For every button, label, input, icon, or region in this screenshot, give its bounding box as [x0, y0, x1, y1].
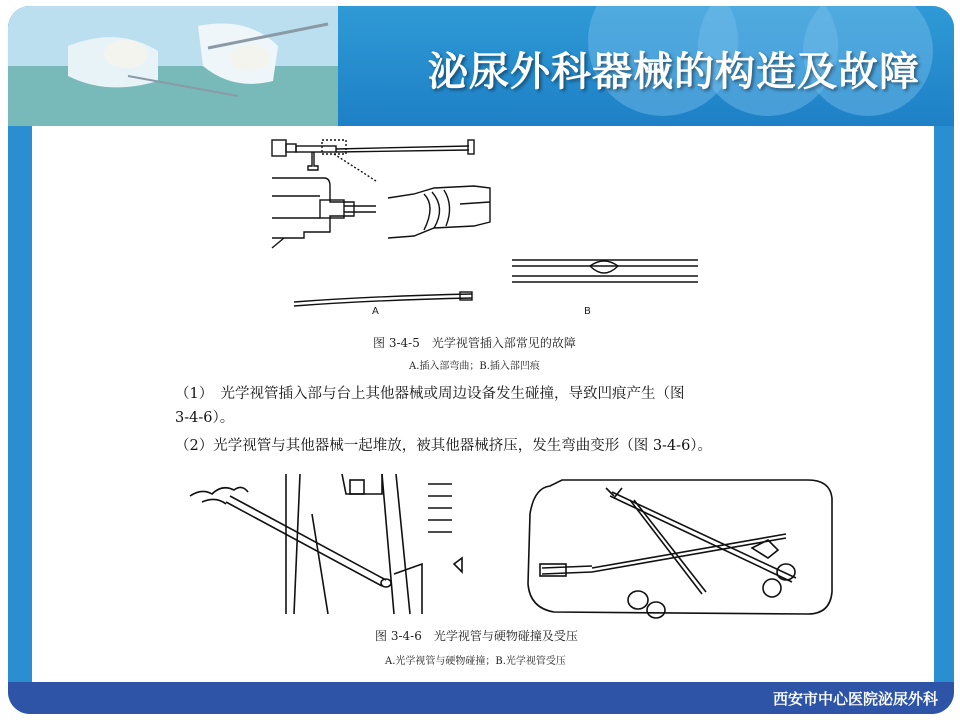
paragraph-1 [175, 382, 825, 430]
endoscope-fault-figure-top [264, 126, 724, 326]
figure-label-b: B [584, 306, 591, 317]
figure-label-a: A [372, 306, 379, 317]
slide-frame [8, 6, 954, 714]
footer-department: 西安市中心医院泌尿外科 [772, 690, 938, 708]
endoscope-compression-figure-bottom [182, 474, 842, 624]
paragraph-2: （2）光学视管与其他器械一起堆放，被其他器械挤压，发生弯曲变形（图 3-4-6）。 [175, 438, 713, 454]
paragraph-1-line-2: 3-4-6）。 [175, 410, 235, 426]
figure-subcaption: A.光学视管与硬物碰撞；B.光学视管受压 [385, 656, 566, 667]
slide-title: 泌尿外科器械的构造及故障 [428, 49, 920, 95]
slide-content [32, 126, 934, 682]
slide-header [8, 6, 954, 126]
slide-footer [8, 682, 954, 714]
surgery-header-image [8, 6, 338, 126]
right-border-strip [932, 126, 954, 686]
paragraph-1-line-1: （1） 光学视管插入部与台上其他器械或周边设备发生碰撞，导致凹痕产生（图 [175, 386, 685, 402]
surgery-scene-illustration [8, 6, 338, 126]
figure-caption: 图 3-4-5 光学视管插入部常见的故障 [373, 336, 576, 350]
figure-subcaption: A.插入部弯曲；B.插入部凹痕 [409, 361, 540, 372]
left-border-strip [8, 126, 32, 686]
figure-caption: 图 3-4-6 光学视管与硬物碰撞及受压 [375, 629, 578, 643]
